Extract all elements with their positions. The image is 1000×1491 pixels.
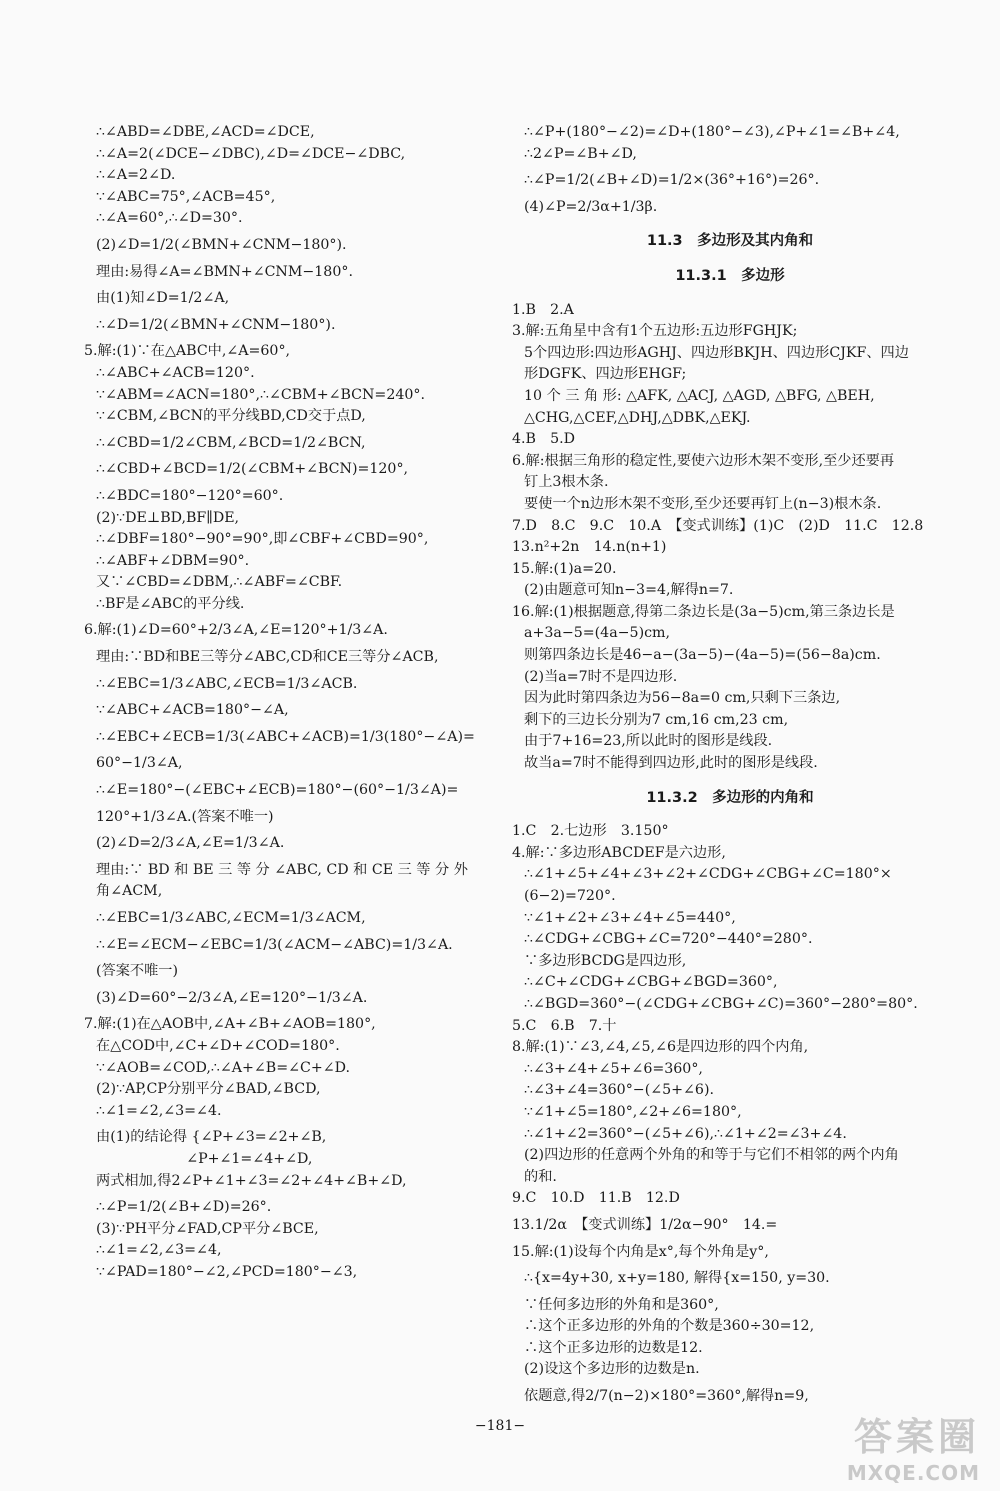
text-line: ∴∠ABF+∠DBM=90°. [96,552,250,569]
text-line: ∴∠D=1/2(∠BMN+∠CNM−180°). [96,316,336,333]
text-line: 1.B 2.A [512,301,574,318]
text-line: ∵∠ABC=75°,∠ACB=45°, [96,188,276,205]
text-line: ∴2∠P=∠B+∠D, [524,145,637,162]
text-line: ∴{x=4y+30, x+y=180, 解得{x=150, y=30. [524,1270,830,1287]
text-line: 7.D 8.C 9.C 10.A 【变式训练】(1)C (2)D 11.C 12.8 [512,517,924,534]
text-line: 15.解:(1)设每个内角是x°,每个外角是y°, [512,1243,769,1260]
text-line: 形DGFK、四边形EHGF; [524,366,687,383]
text-line: 故当a=7时不能得到四边形,此时的图形是线段. [524,755,818,772]
text-line: (2)∠D=1/2(∠BMN+∠CNM−180°). [96,236,347,253]
text-line: ∴BF是∠ABC的平分线. [96,595,245,612]
text-line: ∴∠BDC=180°−120°=60°. [96,487,284,504]
text-line: ∴∠1+∠2=360°−(∠5+∠6),∴∠1+∠2=∠3+∠4. [524,1125,847,1142]
text-line: 又∵∠CBD=∠DBM,∴∠ABF=∠CBF. [96,574,343,591]
text-line: ∵多边形BCDG是四边形, [524,952,687,969]
text-line: ∴∠1=∠2,∠3=∠4, [96,1242,222,1259]
text-line: ∴∠3+∠4=360°−(∠5+∠6). [524,1082,714,1099]
text-line: ∵∠PAD=180°−∠2,∠PCD=180°−∠3, [96,1263,358,1280]
text-line: ∴∠E=180°−(∠EBC+∠ECB)=180°−(60°−1/3∠A)= [96,782,459,799]
text-line: ∴∠ABD=∠DBE,∠ACD=∠DCE, [96,124,315,140]
text-line: 16.解:(1)根据题意,得第二条边长是(3a−5)cm,第三条边长是 [512,603,895,620]
text-line: 1.C 2.七边形 3.150° [512,823,669,840]
text-line: ∴∠CBD+∠BCD=1/2(∠CBM+∠BCN)=120°, [96,461,409,478]
text-line: (2)四边形的任意两个外角的和等于与它们不相邻的两个内角 [524,1147,899,1164]
text-line: ∴∠C+∠CDG+∠CBG+∠BGD=360°, [524,974,778,991]
text-line: ∴∠1=∠2,∠3=∠4. [96,1102,222,1119]
text-line: (3)∠D=60°−2/3∠A,∠E=120°−1/3∠A. [96,989,368,1006]
text-line: 5个四边形:四边形AGHJ、四边形BKJH、四边形CJKF、四边 [524,344,909,361]
text-line: 理由:∵BD和BE三等分∠ABC,CD和CE三等分∠ACB, [96,649,439,666]
text-line: ∵∠1+∠5=180°,∠2+∠6=180°, [524,1103,742,1120]
text-line: 6.解:根据三角形的稳定性,要使六边形木架不变形,至少还要再 [512,452,895,469]
subsection-heading: 11.3.1 多边形 [675,267,785,284]
text-line: 6.解:(1)∠D=60°+2/3∠A,∠E=120°+1/3∠A. [84,622,388,639]
text-line: 8.解:(1)∵∠3,∠4,∠5,∠6是四边形的四个内角, [512,1039,809,1056]
text-line: 则第四条边长是46−a−(3a−5)−(4a−5)=(56−8a)cm. [524,647,881,664]
text-line: △CHG,△CEF,△DHJ,△DBK,△EKJ. [524,409,751,426]
text-line: (6−2)=720°. [524,888,616,904]
watermark [847,1406,980,1485]
text-line: 要使一个n边形木架不变形,至少还要再钉上(n−3)根木条. [524,495,882,512]
text-line: ∵∠ABM=∠ACN=180°,∴∠CBM+∠BCN=240°. [96,386,426,403]
text-line: ∴∠CBD=1/2∠CBM,∠BCD=1/2∠BCN, [96,434,366,451]
text-line: (2)由题意可知n−3=4,解得n=7. [524,582,734,599]
text-line: (3)∵PH平分∠FAD,CP平分∠BCE, [96,1220,319,1237]
text-line: ∴∠1+∠5+∠4+∠3+∠2+∠CDG+∠CBG+∠C=180°× [524,866,892,883]
text-line: 由于7+16=23,所以此时的图形是线段. [524,733,773,750]
text-line: ∴∠P=1/2(∠B+∠D)=1/2×(36°+16°)=26°. [524,172,820,189]
text-line: 10 个 三 角 形: △AFK, △ACJ, △AGD, △BFG, △BEH, [524,387,875,404]
text-line: 由(1)的结论得 {∠P+∠3=∠2+∠B, [96,1129,327,1146]
text-line: 3.解:五角星中含有1个五边形:五边形FGHJK; [512,323,798,340]
text-line: ∴∠BGD=360°−(∠CDG+∠CBG+∠C)=360°−280°=80°. [524,995,918,1012]
watermark-title: 答案圈 [853,1415,980,1459]
text-line: 由(1)知∠D=1/2∠A, [96,290,230,307]
text-line: 120°+1/3∠A.(答案不唯一) [96,808,274,825]
text-line: ∴这个正多边形的外角的个数是360÷30=12, [524,1318,815,1335]
text-line: (2)当a=7时不是四边形. [524,668,678,685]
text-line: (2)∠D=2/3∠A,∠E=1/3∠A. [96,835,285,852]
text-line: 两式相加,得2∠P+∠1+∠3=∠2+∠4+∠B+∠D, [96,1172,407,1189]
text-line: 15.解:(1)a=20. [512,560,617,577]
text-line: 依题意,得2/7(n−2)×180°=360°,解得n=9, [524,1388,809,1405]
right-column [512,122,948,1408]
text-line: ∵∠AOB=∠COD,∴∠A+∠B=∠C+∠D. [96,1059,351,1076]
left-column [84,122,484,1284]
text-line: (2)∵AP,CP分别平分∠BAD,∠BCD, [96,1081,321,1098]
text-line: ∴∠EBC+∠ECB=1/3(∠ABC+∠ACB)=1/3(180°−∠A)= [96,728,475,745]
text-line: ∴∠ABC+∠ACB=120°. [96,364,255,381]
text-line: ∴∠EBC=1/3∠ABC,∠ECB=1/3∠ACB. [96,675,358,692]
text-line: 理由:易得∠A=∠BMN+∠CNM−180°. [96,263,353,280]
text-line: 的和. [524,1168,557,1185]
text-line: 因为此时第四条边为56−8a=0 cm,只剩下三条边, [524,690,841,707]
watermark-url: MXQE.COM [846,1461,980,1485]
text-line: 4.B 5.D [512,431,576,448]
text-line: 理由:∵ BD 和 BE 三 等 分 ∠ABC, CD 和 CE 三 等 分 外 [96,861,468,878]
text-line: ∠P+∠1=∠4+∠D, [96,1150,313,1167]
text-line: 9.C 10.D 11.B 12.D [512,1190,680,1207]
text-line: ∴∠CDG+∠CBG+∠C=720°−440°=280°. [524,931,813,948]
text-line: ∴这个正多边形的边数是12. [524,1339,703,1356]
text-line: ∴∠A=60°,∴∠D=30°. [96,210,243,227]
text-line: 5.解:(1)∵在△ABC中,∠A=60°, [84,343,291,360]
page-number: −181− [474,1418,526,1434]
text-line: 7.解:(1)在△AOB中,∠A+∠B+∠AOB=180°, [84,1016,376,1033]
text-line: ∴∠P=1/2(∠B+∠D)=26°. [96,1199,272,1216]
text-line: 剩下的三边长分别为7 cm,16 cm,23 cm, [524,711,789,728]
text-line: 4.解:∵多边形ABCDEF是六边形, [512,844,726,861]
text-line: (2)∵DE⊥BD,BF∥DE, [96,509,240,526]
text-line: 角∠ACM, [96,883,163,900]
text-line: (4)∠P=2/3α+1/3β. [524,198,658,215]
text-line: 60°−1/3∠A, [96,755,183,772]
text-line: ∴∠A=2(∠DCE−∠DBC),∠D=∠DCE−∠DBC, [96,145,406,162]
text-line: (2)设这个多边形的边数是n. [524,1361,700,1378]
section-heading: 11.3 多边形及其内角和 [646,233,814,250]
text-line: 13.1/2α 【变式训练】1/2α−90° 14.= [512,1216,778,1233]
subsection-heading: 11.3.2 多边形的内角和 [646,789,814,806]
text-line: 5.C 6.B 7.十 [512,1017,617,1034]
text-line: ∴∠EBC=1/3∠ABC,∠ECM=1/3∠ACM, [96,910,366,926]
text-line: 钉上3根木条. [524,474,609,491]
text-line: ∴∠E=∠ECM−∠EBC=1/3(∠ACM−∠ABC)=1/3∠A. [96,936,453,953]
text-line: ∴∠DBF=180°−90°=90°,即∠CBF+∠CBD=90°, [96,531,429,548]
text-line: (答案不唯一) [96,963,179,980]
text-line: a+3a−5=(4a−5)cm, [524,625,671,642]
text-line: ∵∠CBM,∠BCN的平分线BD,CD交于点D, [96,408,366,425]
text-line: ∵∠1+∠2+∠3+∠4+∠5=440°, [524,909,736,926]
text-line: 在△COD中,∠C+∠D+∠COD=180°. [96,1037,340,1054]
text-line: ∴∠3+∠4+∠5+∠6=360°, [524,1060,703,1077]
text-line: ∴∠P+(180°−∠2)=∠D+(180°−∠3),∠P+∠1=∠B+∠4, [524,124,900,140]
text-line: ∵任何多边形的外角和是360°, [524,1296,719,1313]
text-line: ∵∠ABC+∠ACB=180°−∠A, [96,702,289,719]
text-line: 13.n²+2n 14.n(n+1) [512,539,667,556]
text-line: ∴∠A=2∠D. [96,167,176,184]
